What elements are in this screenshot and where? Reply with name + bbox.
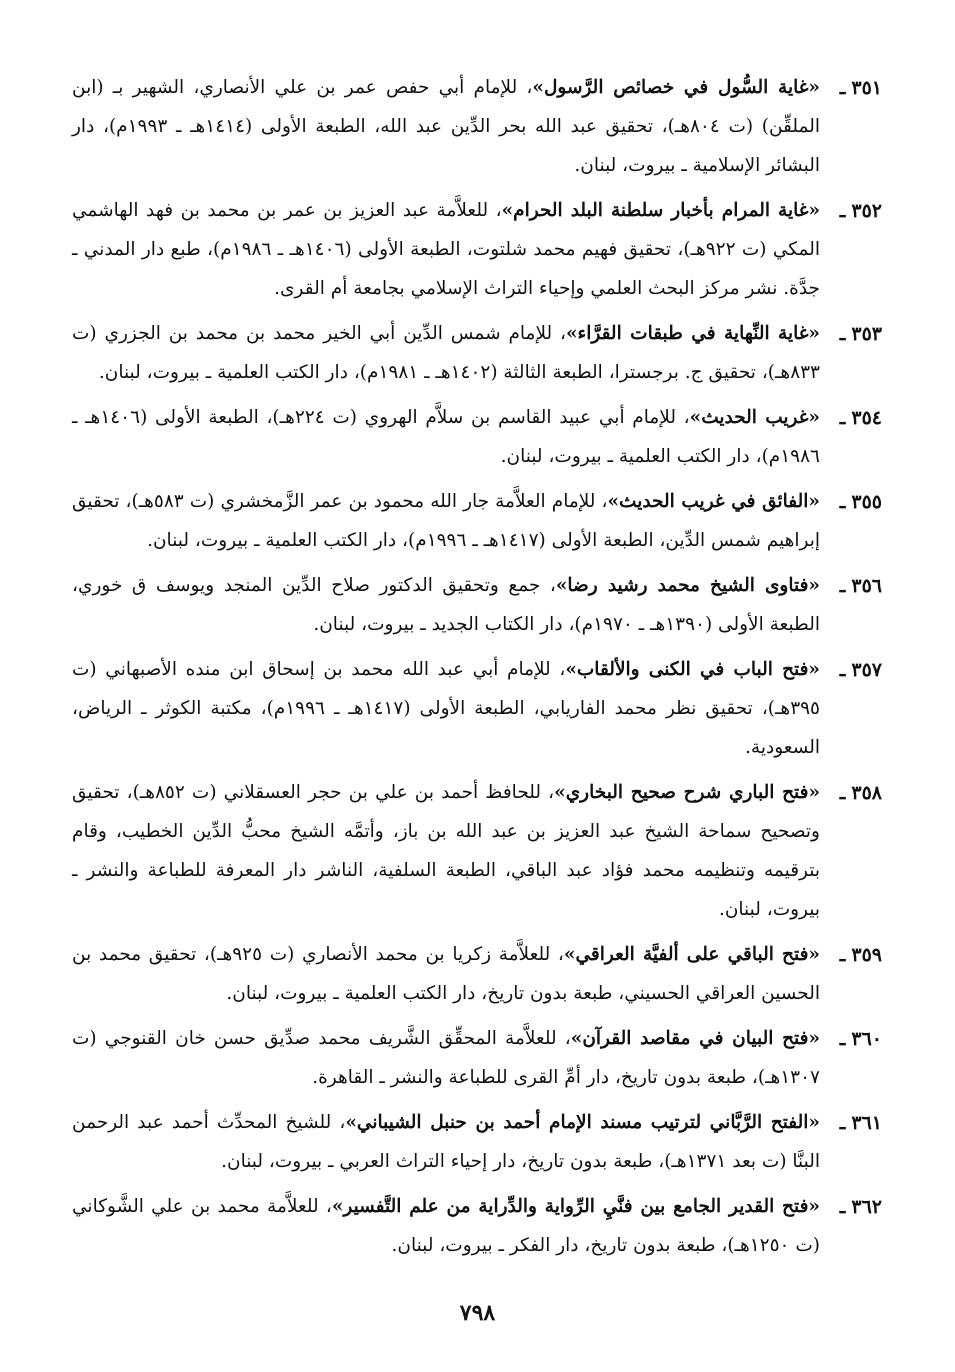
entry-title: «غاية المرام بأخبار سلطنة البلد الحرام» <box>501 200 821 221</box>
entry-title: «غاية النِّهاية في طبقات القرَّاء» <box>565 323 820 344</box>
entry-text <box>72 314 820 392</box>
bibliography-entry <box>72 482 882 560</box>
bibliography-entry <box>72 398 882 476</box>
bibliography-entry <box>72 566 882 644</box>
bibliography-entry <box>72 68 882 185</box>
entry-number: ٣٥٦ـ <box>839 575 882 597</box>
entry-text <box>72 566 820 644</box>
entry-number: ٣٥٣ـ <box>839 323 882 345</box>
entry-text <box>72 935 820 1013</box>
bibliography-entry <box>72 1187 882 1265</box>
entry-number: ٣٦٠ـ <box>839 1028 882 1050</box>
entry-title: «غاية السُّول في خصائص الرَّسول» <box>532 77 820 98</box>
entry-number: ٣٥٩ـ <box>839 944 882 966</box>
entry-text <box>72 650 820 767</box>
entry-body: ، للشيخ المحدِّث أحمد عبد الرحمن البنَّا (ت بعد ١٣٧١هـ)، طبعة بدون تاريخ، دار إحياء التراث العربي ـ بيروت، لبنان. <box>72 1112 820 1172</box>
bibliography-entry <box>72 191 882 308</box>
entry-body: ، للحافظ أحمد بن علي بن حجر العسقلاني (ت ٨٥٢هـ)، تحقيق وتصحيح سماحة الشيخ عبد العزيز بن عبد الله بن باز، وأتمَّه الشيخ محبُّ الدِّين الخطيب، وقام بترقيمه وتنظيمه محمد فؤاد عبد الباقي، الطبعة السلفية، الناشر دار المعرفة للطباعة والنشر ـ بيروت، لبنان. <box>72 782 820 920</box>
entry-text <box>72 191 820 308</box>
entry-body: ، للعلاَّمة محمد بن علي الشَّوكاني (ت ١٢٥٠هـ)، طبعة بدون تاريخ، دار الفكر ـ بيروت، لبنان. <box>72 1196 820 1256</box>
entry-body: ، للعلاَّمة عبد العزيز بن عمر بن محمد بن فهد الهاشمي المكي (ت ٩٢٢هـ)، تحقيق فهيم محمد شلتوت، الطبعة الأولى (١٤٠٦هـ ـ ١٩٨٦م)، طبع دار المدني ـ جدَّة. نشر مركز البحث العلمي وإحياء التراث الإسلامي بجامعة أم القرى. <box>72 200 820 299</box>
entry-title: «فتح البيان في مقاصد القرآن» <box>570 1028 821 1049</box>
entry-text <box>72 1103 820 1181</box>
entry-title: «فتح الباقي على ألفيَّة العراقي» <box>563 944 820 965</box>
entry-body: ، للإمام شمس الدِّين أبي الخير محمد بن محمد بن الجزري (ت ٨٣٣هـ)، تحقيق ج. برجسترا، الطبعة الثالثة (١٤٠٢هـ ـ ١٩٨١م)، دار الكتب العلمية ـ بيروت، لبنان. <box>72 323 820 383</box>
bibliography-entry <box>72 935 882 1013</box>
entry-body: ، للإمام أبي حفص عمر بن علي الأنصاري، الشهير بـ (ابن الملقِّن) (ت ٨٠٤هـ)، تحقيق عبد الله بحر الدِّين عبد الله، الطبعة الأولى (١٤١٤هـ ـ ١٩٩٣م)، دار البشائر الإسلامية ـ بيروت، لبنان. <box>72 77 821 176</box>
entry-text <box>72 773 820 929</box>
entry-title: «الفتح الرَّبَّاني لترتيب مسند الإمام أحمد بن حنبل الشيباني» <box>345 1112 820 1133</box>
entry-text <box>72 1187 820 1265</box>
entry-text <box>72 398 820 476</box>
entry-text <box>72 1019 820 1097</box>
entry-title: «غريب الحديث» <box>689 407 820 428</box>
entry-number: ٣٥٨ـ <box>839 782 882 804</box>
entry-number: ٣٥٢ـ <box>839 200 882 222</box>
bibliography-entry <box>72 314 882 392</box>
entry-number: ٣٥٤ـ <box>839 407 882 429</box>
page-number: ٧٩٨ <box>459 1300 496 1326</box>
bibliography-entry <box>72 650 882 767</box>
entry-number: ٣٦١ـ <box>839 1112 882 1134</box>
bibliography-entry <box>72 1103 882 1181</box>
bibliography-entry <box>72 773 882 929</box>
entry-title: «فتح الباري شرح صحيح البخاري» <box>554 782 821 803</box>
entry-body: ، للإمام أبي عبد الله محمد بن إسحاق ابن منده الأصبهاني (ت ٣٩٥هـ)، تحقيق نظر محمد الفاريابي، الطبعة الأولى (١٤١٧هـ ـ ١٩٩٦م)، مكتبة الكوثر ـ الرياض، السعودية. <box>72 659 820 758</box>
bibliography-entry <box>72 1019 882 1097</box>
entry-number: ٣٦٢ـ <box>839 1196 882 1218</box>
entry-text <box>72 482 820 560</box>
entry-title: «الفائق في غريب الحديث» <box>607 491 820 512</box>
bibliography-page <box>72 68 882 1271</box>
entry-text <box>72 68 820 185</box>
entry-title: «فتح الباب في الكنى والألقاب» <box>565 659 820 680</box>
entry-number: ٣٥١ـ <box>839 77 882 99</box>
entry-body: ، للعلاَّمة زكريا بن محمد الأنصاري (ت ٩٢٥هـ)، تحقيق محمد بن الحسين العراقي الحسيني، طبعة بدون تاريخ، دار الكتب العلمية ـ بيروت، لبنان. <box>72 944 820 1004</box>
entry-body: ، جمع وتحقيق الدكتور صلاح الدِّين المنجد ويوسف ق خوري، الطبعة الأولى (١٣٩٠هـ ـ ١٩٧٠م)، دار الكتاب الجديد ـ بيروت، لبنان. <box>72 575 820 635</box>
entry-body: ، للإمام العلاَّمة جار الله محمود بن عمر الزَّمخشري (ت ٥٨٣هـ)، تحقيق إبراهيم شمس الدِّين، الطبعة الأولى (١٤١٧هـ ـ ١٩٩٦م)، دار الكتب العلمية ـ بيروت، لبنان. <box>72 491 820 551</box>
entry-body: ، للإمام أبي عبيد القاسم بن سلاَّم الهروي (ت ٢٢٤هـ)، الطبعة الأولى (١٤٠٦هـ ـ ١٩٨٦م)، دار الكتب العلمية ـ بيروت، لبنان. <box>72 407 820 467</box>
entry-number: ٣٥٧ـ <box>839 659 882 681</box>
entry-title: «فتاوى الشيخ محمد رشيد رضا» <box>555 575 820 596</box>
entry-body: ، للعلاَّمة المحقِّق الشَّريف محمد صدِّيق حسن خان القنوجي (ت ١٣٠٧هـ)، طبعة بدون تاريخ، دار أمِّ القرى للطباعة والنشر ـ القاهرة. <box>72 1028 820 1088</box>
entry-number: ٣٥٥ـ <box>839 491 882 513</box>
entry-title: «فتح القدير الجامع بين فنَّيِ الرِّواية والدِّراية من علم التَّفسير» <box>331 1196 820 1217</box>
